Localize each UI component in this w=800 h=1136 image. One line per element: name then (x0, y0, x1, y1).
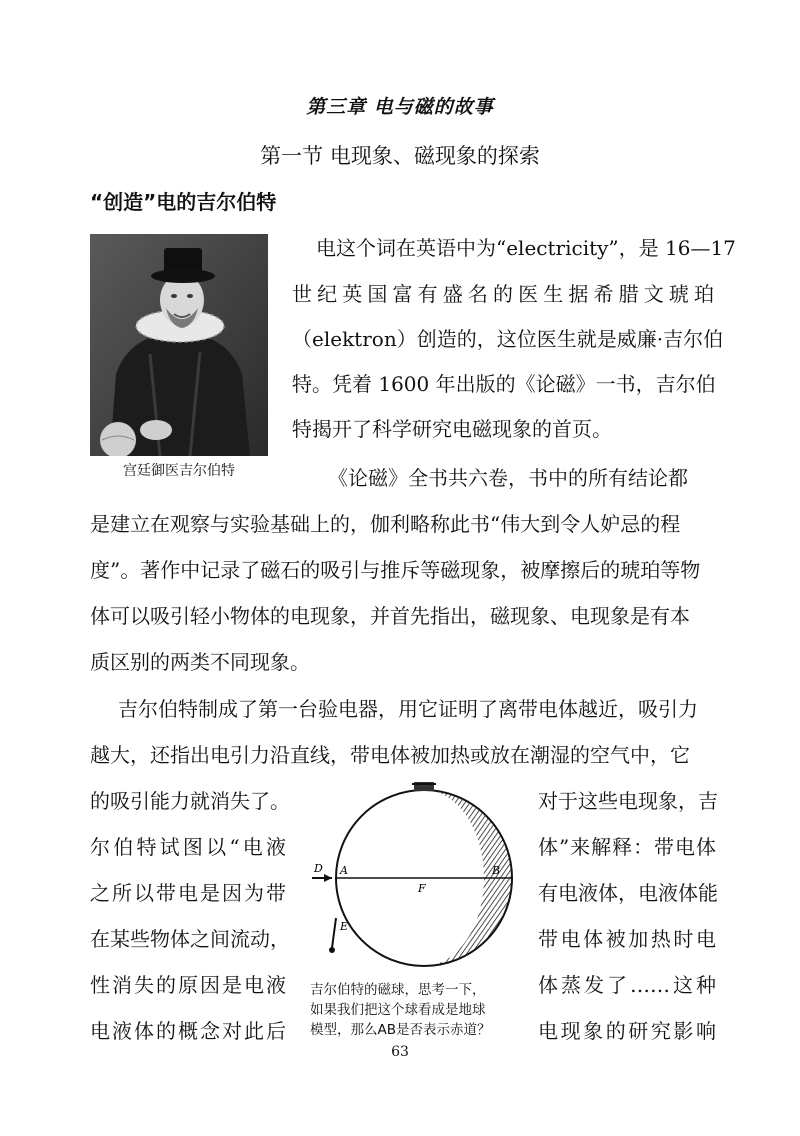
label-b: B (492, 864, 501, 877)
text-line: 质区别的两类不同现象。 (90, 650, 310, 674)
text-line: 度”。著作中记录了磁石的吸引与推斥等磁现象，被摩擦后的琥珀等物 (90, 558, 701, 582)
subheading: “创造”电的吉尔伯特 (90, 190, 277, 214)
text-line: 电现象的研究影响 (538, 1019, 716, 1043)
text-line: 电这个词在英语中为“electricity”，是 16—17 (316, 236, 736, 260)
text-line: 对于这些电现象，吉 (538, 789, 718, 813)
text-line: 吉尔伯特制成了第一台验电器，用它证明了离带电体越近，吸引力 (118, 697, 698, 721)
text-line: 在某些物体之间流动， (90, 927, 290, 951)
portrait-caption: 宫廷御医吉尔伯特 (123, 463, 235, 479)
text-line: 尔伯特试图以“电液 (90, 835, 286, 859)
figure-caption-line: 如果我们把这个球看成是地球 (310, 1002, 486, 1018)
text-line: 的吸引能力就消失了。 (90, 789, 290, 813)
section-title: 第一节 电现象、磁现象的探索 (260, 144, 540, 168)
text-line: 性消失的原因是电液 (90, 973, 286, 997)
label-f: F (418, 882, 426, 895)
label-d: D (314, 862, 323, 875)
figure-caption-line: 模型，那么AB是否表示赤道？ (310, 1022, 491, 1038)
text-line: 之所以带电是因为带 (90, 881, 286, 905)
chapter-title: 第三章 电与磁的故事 (306, 96, 494, 118)
figure-caption (300, 980, 536, 1040)
text-line: 特揭开了科学研究电磁现象的首页。 (292, 417, 612, 441)
figure-caption-line: 吉尔伯特的磁球，思考一下， (310, 982, 486, 998)
text-line: 特。凭着 1600 年出版的《论磁》一书，吉尔伯 (292, 372, 716, 396)
text-line: （elektron）创造的，这位医生就是威廉·吉尔伯 (292, 327, 724, 351)
text-line: 体可以吸引轻小物体的电现象，并首先指出，磁现象、电现象是有本 (90, 604, 690, 628)
gilbert-portrait-image (90, 234, 268, 456)
label-e: E (340, 920, 349, 933)
text-line: 有电液体，电液体能 (538, 881, 718, 905)
text-line: 是建立在观察与实验基础上的，伽利略称此书“伟大到令人妒忌的程 (90, 512, 681, 536)
text-line: 《论磁》全书共六卷，书中的所有结论都 (328, 466, 688, 490)
terrella-diagram (306, 778, 528, 974)
text-line: 越大，还指出电引力沿直线，带电体被加热或放在潮湿的空气中，它 (90, 743, 690, 767)
text-line: 带电体被加热时电 (538, 927, 716, 951)
label-a: A (340, 864, 348, 877)
text-line: 体”来解释：带电体 (538, 835, 716, 859)
page-number: 63 (391, 1044, 409, 1060)
text-line: 世纪英国富有盛名的医生据希腊文琥珀 (292, 282, 714, 306)
text-line: 电液体的概念对此后 (90, 1019, 286, 1043)
text-line: 体蒸发了……这种 (538, 973, 716, 997)
